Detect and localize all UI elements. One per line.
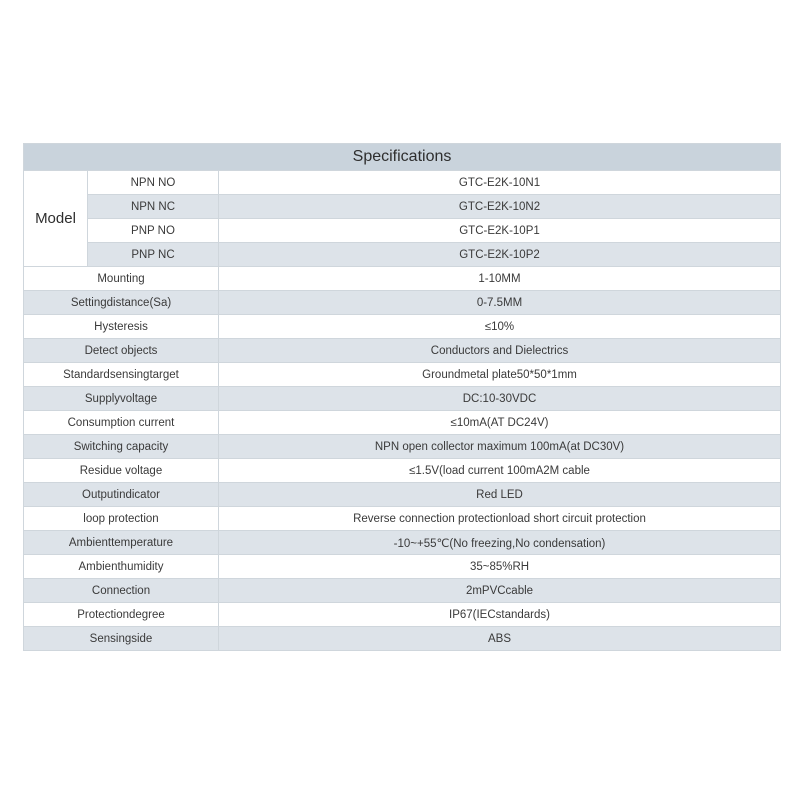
spec-label: Standardsensingtarget bbox=[24, 363, 219, 387]
model-code-npn-nc: GTC-E2K-10N2 bbox=[219, 195, 781, 219]
model-label: Model bbox=[24, 171, 88, 267]
spec-value: DC:10-30VDC bbox=[219, 387, 781, 411]
table-row bbox=[24, 339, 781, 363]
spec-value: 1-10MM bbox=[219, 267, 781, 291]
spec-value: ≤10mA(AT DC24V) bbox=[219, 411, 781, 435]
spec-label: Settingdistance(Sa) bbox=[24, 291, 219, 315]
table-row bbox=[24, 555, 781, 579]
spec-label: loop protection bbox=[24, 507, 219, 531]
model-code-npn-no: GTC-E2K-10N1 bbox=[219, 171, 781, 195]
spec-label: Consumption current bbox=[24, 411, 219, 435]
spec-label: Sensingside bbox=[24, 627, 219, 651]
table-row bbox=[24, 507, 781, 531]
table-row bbox=[24, 267, 781, 291]
spec-value: -10~+55℃(No freezing,No condensation) bbox=[219, 531, 781, 555]
spec-label: Mounting bbox=[24, 267, 219, 291]
spec-label: Ambienthumidity bbox=[24, 555, 219, 579]
spec-value: Conductors and Dielectrics bbox=[219, 339, 781, 363]
table-row bbox=[24, 459, 781, 483]
spec-value: ≤10% bbox=[219, 315, 781, 339]
model-type-npn-nc: NPN NC bbox=[88, 195, 219, 219]
spec-label: Switching capacity bbox=[24, 435, 219, 459]
table-row bbox=[24, 363, 781, 387]
spec-value: 2mPVCcable bbox=[219, 579, 781, 603]
spec-label: Residue voltage bbox=[24, 459, 219, 483]
table-row bbox=[24, 483, 781, 507]
table-row bbox=[24, 603, 781, 627]
spec-label: Outputindicator bbox=[24, 483, 219, 507]
spec-value: IP67(IECstandards) bbox=[219, 603, 781, 627]
model-type-pnp-nc: PNP NC bbox=[88, 243, 219, 267]
model-code-pnp-no: GTC-E2K-10P1 bbox=[219, 219, 781, 243]
spec-label: Hysteresis bbox=[24, 315, 219, 339]
spec-value: ≤1.5V(load current 100mA2M cable bbox=[219, 459, 781, 483]
spec-value: 35~85%RH bbox=[219, 555, 781, 579]
table-row bbox=[24, 435, 781, 459]
spec-value: 0-7.5MM bbox=[219, 291, 781, 315]
spec-value: Red LED bbox=[219, 483, 781, 507]
table-row bbox=[24, 627, 781, 651]
spec-value: ABS bbox=[219, 627, 781, 651]
spec-label: Ambienttemperature bbox=[24, 531, 219, 555]
spec-label: Supplyvoltage bbox=[24, 387, 219, 411]
table-row bbox=[24, 531, 781, 555]
model-type-pnp-no: PNP NO bbox=[88, 219, 219, 243]
spec-value: Reverse connection protectionload short circuit protection bbox=[219, 507, 781, 531]
table-title: Specifications bbox=[24, 144, 781, 171]
table-row bbox=[24, 291, 781, 315]
table-row bbox=[24, 411, 781, 435]
spec-value: NPN open collector maximum 100mA(at DC30V) bbox=[219, 435, 781, 459]
model-type-npn-no: NPN NO bbox=[88, 171, 219, 195]
spec-label: Connection bbox=[24, 579, 219, 603]
spec-value: Groundmetal plate50*50*1mm bbox=[219, 363, 781, 387]
model-code-pnp-nc: GTC-E2K-10P2 bbox=[219, 243, 781, 267]
specifications-table bbox=[23, 143, 781, 651]
spec-label: Protectiondegree bbox=[24, 603, 219, 627]
table-row bbox=[24, 579, 781, 603]
table-row bbox=[24, 315, 781, 339]
spec-label: Detect objects bbox=[24, 339, 219, 363]
table-row bbox=[24, 387, 781, 411]
